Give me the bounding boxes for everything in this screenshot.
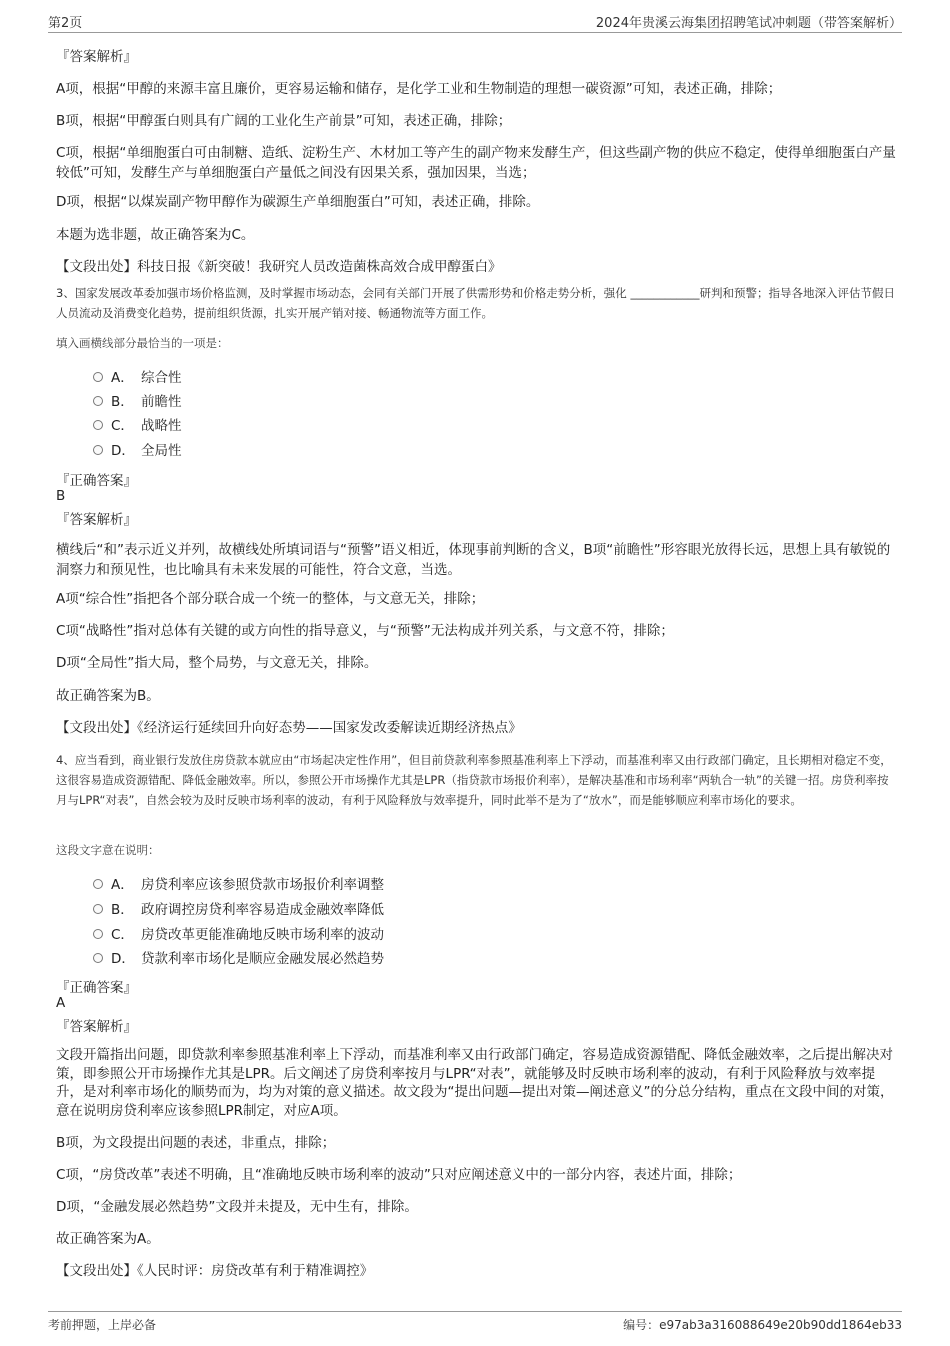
- analysis-option-c: C项，“房贷改革”表述不明确，且“准确地反映市场利率的波动”只对应阐述意义中的一部分内容，表述片面，排除；: [56, 1167, 742, 1183]
- question-3-stem: 3、国家发展改革委加强市场价格监测，及时掌握市场动态，会同有关部门开展了供需形势和价格走势分析，强化 ____________研判和预警；指导各地深入评估节假日人员流动及消费变化趋势，提前组织货源，扎实开展产销对接、畅通物流等方面工作。: [56, 286, 895, 320]
- correct-answer-value: A: [56, 995, 66, 1011]
- question-3-option-d[interactable]: D． 全局性: [93, 441, 182, 461]
- question-4-option-d[interactable]: D． 贷款利率市场化是顺应金融发展必然趋势: [93, 949, 384, 969]
- question-3-option-b[interactable]: B． 前瞻性: [93, 392, 182, 412]
- analysis-option-a: A项“综合性”指把各个部分联合成一个统一的整体，与文意无关，排除；: [56, 591, 485, 607]
- analysis-conclusion: 故正确答案为A。: [56, 1231, 160, 1247]
- page-footer: [48, 1311, 902, 1346]
- source-citation: 【文段出处】科技日报《新突破！我研究人员改造菌株高效合成甲醇蛋白》: [56, 259, 502, 275]
- document-title: 2024年贵溪云海集团招聘笔试冲刺题（带答案解析）: [595, 16, 902, 31]
- analysis-conclusion: 本题为选非题，故正确答案为C。: [56, 227, 255, 243]
- analysis-option-d: D项，根据“以煤炭副产物甲醇作为碳源生产单细胞蛋白”可知，表述正确，排除。: [56, 194, 540, 210]
- radio-icon[interactable]: [93, 372, 103, 382]
- footer-slogan: 考前押题，上岸必备: [48, 1318, 157, 1332]
- radio-icon[interactable]: [93, 904, 103, 914]
- question-4-option-b[interactable]: B． 政府调控房贷利率容易造成金融效率降低: [93, 900, 384, 920]
- page-header: [48, 10, 902, 33]
- question-4-prompt: 这段文字意在说明：: [56, 843, 160, 857]
- radio-icon[interactable]: [93, 929, 103, 939]
- radio-icon[interactable]: [93, 420, 103, 430]
- source-citation: 【文段出处】《人民时评：房贷改革有利于精准调控》: [56, 1263, 374, 1279]
- correct-answer-heading: 『正确答案』: [56, 473, 137, 489]
- analysis-heading: 『答案解析』: [56, 512, 137, 528]
- question-3-option-c[interactable]: C． 战略性: [93, 416, 182, 436]
- correct-answer-value: B: [56, 488, 66, 504]
- document-code: 编号：e97ab3a316088649e20b90dd1864eb33: [623, 1318, 902, 1332]
- question-3-option-a[interactable]: A． 综合性: [93, 368, 182, 388]
- page-number: 第2页: [48, 16, 83, 31]
- analysis-option-b: B项，为文段提出问题的表述，非重点，排除；: [56, 1135, 336, 1151]
- analysis-paragraph: 文段开篇指出问题，即贷款利率参照基准利率上下浮动，而基准利率又由行政部门确定，容易造成资源错配、降低金融效率，之后提出解决对策，即参照公开市场操作尤其是LPR。后文阐述了房贷利率按月与LPR“对表”，就能够及时反映市场利率的波动，有利于风险释放与效率提升，是对利率市场化的顺势而为，均为对策的意义描述。故文段为“提出问题—提出对策—阐述意义”的分总分结构，重点在文段中间的对策，意在说明房贷利率应该参照LPR制定，对应A项。: [56, 1047, 894, 1119]
- analysis-option-d: D项“全局性”指大局，整个局势，与文意无关，排除。: [56, 655, 378, 671]
- source-citation: 【文段出处】《经济运行延续回升向好态势——国家发改委解读近期经济热点》: [56, 720, 522, 736]
- radio-icon[interactable]: [93, 396, 103, 406]
- radio-icon[interactable]: [93, 445, 103, 455]
- analysis-heading: 『答案解析』: [56, 49, 137, 65]
- analysis-paragraph: 横线后“和”表示近义并列，故横线处所填词语与“预警”语义相近，体现事前判断的含义，B项“前瞻性”形容眼光放得长远，思想上具有敏锐的洞察力和预见性，也比喻具有未来发展的可能性，符合文意，当选。: [56, 542, 891, 578]
- analysis-option-a: A项，根据“甲醇的来源丰富且廉价，更容易运输和储存，是化学工业和生物制造的理想一碳资源”可知，表述正确，排除；: [56, 81, 782, 97]
- analysis-heading: 『答案解析』: [56, 1019, 137, 1035]
- question-3-prompt: 填入画横线部分最恰当的一项是：: [56, 336, 229, 350]
- analysis-option-c: C项“战略性”指对总体有关键的或方向性的指导意义，与“预警”无法构成并列关系，与文意不符，排除；: [56, 623, 674, 639]
- radio-icon[interactable]: [93, 953, 103, 963]
- analysis-option-d: D项，“金融发展必然趋势”文段并未提及，无中生有，排除。: [56, 1199, 418, 1215]
- question-4-stem: 4、应当看到，商业银行发放住房贷款本就应由“市场起决定性作用”，但目前贷款利率参照基准利率上下浮动，而基准利率又由行政部门确定，且长期相对稳定不变，这很容易造成资源错配、降低金融效率。所以，参照公开市场操作尤其是LPR（指贷款市场报价利率），是解决基准和市场利率“两轨合一轨”的关键一招。房贷利率按月与LPR“对表”，自然会较为及时反映市场利率的波动，有利于风险释放与效率提升，同时此举不是为了“放水”，而是能够顺应利率市场化的要求。: [56, 753, 892, 807]
- radio-icon[interactable]: [93, 879, 103, 889]
- question-4-option-a[interactable]: A． 房贷利率应该参照贷款市场报价利率调整: [93, 875, 384, 895]
- question-4-option-c[interactable]: C． 房贷改革更能准确地反映市场利率的波动: [93, 925, 384, 945]
- analysis-conclusion: 故正确答案为B。: [56, 688, 160, 704]
- correct-answer-heading: 『正确答案』: [56, 980, 137, 996]
- analysis-option-c: C项，根据“单细胞蛋白可由制糖、造纸、淀粉生产、木材加工等产生的副产物来发酵生产，但这些副产物的供应不稳定，使得单细胞蛋白产量较低”可知，发酵生产与单细胞蛋白产量低之间没有因果关系，强加因果，当选；: [56, 145, 896, 181]
- analysis-option-b: B项，根据“甲醇蛋白则具有广阔的工业化生产前景”可知，表述正确，排除；: [56, 113, 512, 129]
